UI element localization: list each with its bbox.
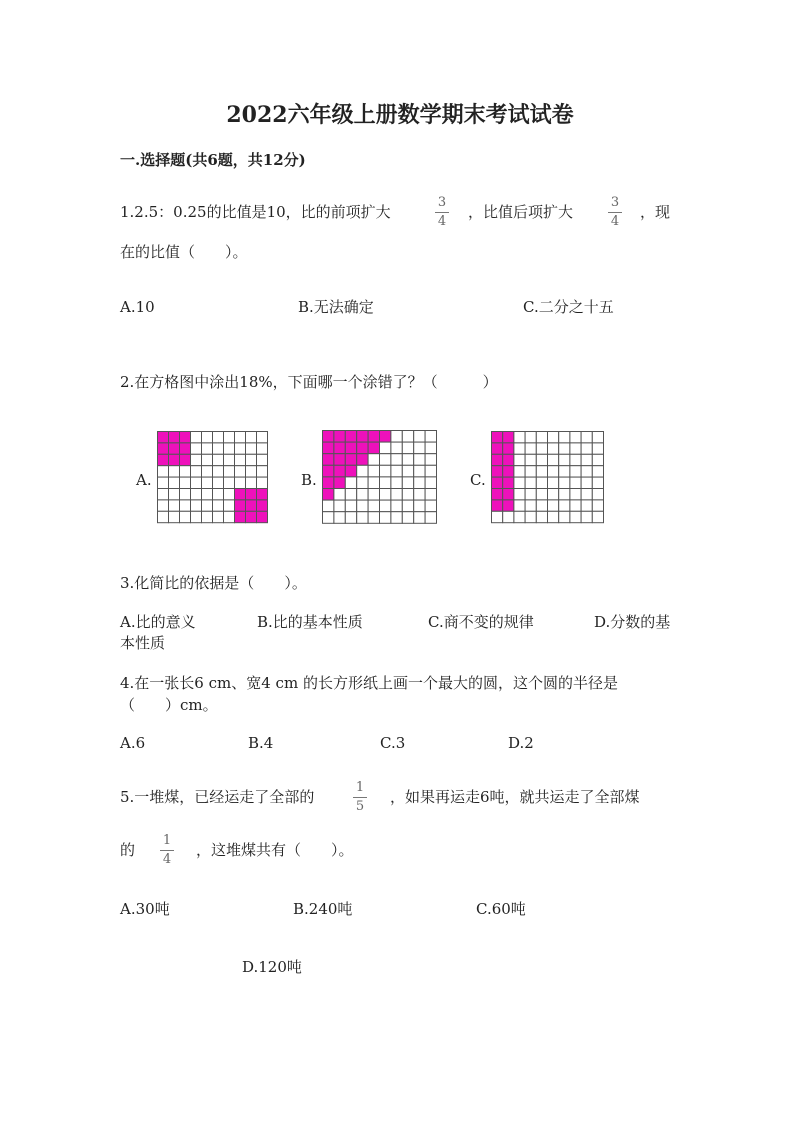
grid-cell	[169, 511, 180, 522]
grid-cell	[169, 432, 180, 443]
grid-cell	[202, 454, 213, 465]
grid-cell	[334, 489, 345, 501]
grid-cell	[158, 443, 169, 454]
q2-label-a[interactable]: A.	[136, 471, 152, 489]
grid-cell	[169, 489, 180, 500]
grid-cell	[536, 477, 547, 488]
grid-cell	[414, 477, 425, 489]
grid-cell	[391, 477, 402, 489]
grid-cell	[559, 466, 570, 477]
grid-cell	[380, 477, 391, 489]
grid-cell	[570, 511, 581, 522]
grid-cell	[525, 511, 536, 522]
grid-cell	[345, 489, 356, 501]
grid-cell	[414, 442, 425, 454]
grid-cell	[570, 466, 581, 477]
q1-option-b[interactable]: B.无法确定	[298, 298, 374, 316]
grid-cell	[380, 465, 391, 477]
grid-cell	[570, 477, 581, 488]
grid-cell	[548, 432, 559, 443]
q1-fraction-1-bar	[435, 212, 449, 213]
grid-cell	[514, 489, 525, 500]
grid-cell	[323, 512, 334, 524]
q1-fraction-2-bar	[608, 212, 622, 213]
grid-cell	[180, 454, 191, 465]
q3-stem: 3.化简比的依据是（ ）。	[120, 574, 307, 592]
grid-cell	[224, 466, 235, 477]
grid-cell	[202, 432, 213, 443]
grid-cell	[202, 500, 213, 511]
grid-cell	[514, 511, 525, 522]
grid-cell	[492, 443, 503, 454]
grid-cell	[548, 443, 559, 454]
grid-cell	[503, 500, 514, 511]
q1-fraction-2-numerator: 3	[610, 195, 620, 210]
q1-fraction-2	[608, 196, 622, 229]
q5-option-a[interactable]: A.30吨	[120, 900, 170, 918]
q4-stem-line-2: （ ）cm。	[120, 696, 218, 714]
grid-cell	[180, 443, 191, 454]
grid-cell	[391, 489, 402, 501]
grid-cell	[592, 500, 603, 511]
q3-option-a[interactable]: A.比的意义	[120, 613, 196, 631]
grid-cell	[592, 466, 603, 477]
grid-cell	[559, 454, 570, 465]
grid-cell	[570, 443, 581, 454]
q1-fraction-1-denominator: 4	[437, 214, 447, 229]
q1-fraction-1	[435, 196, 449, 229]
grid-cell	[402, 489, 413, 501]
grid-cell	[368, 431, 379, 443]
q2-label-c[interactable]: C.	[470, 471, 486, 489]
grid-cell	[425, 477, 436, 489]
grid-cell	[224, 454, 235, 465]
grid-cell	[503, 443, 514, 454]
q5-fraction-1	[353, 781, 367, 814]
grid-cell	[391, 431, 402, 443]
grid-cell	[380, 500, 391, 512]
grid-cell	[548, 466, 559, 477]
grid-cell	[257, 489, 268, 500]
grid-cell	[525, 466, 536, 477]
grid-cell	[257, 466, 268, 477]
grid-cell	[525, 454, 536, 465]
grid-cell	[357, 431, 368, 443]
grid-cell	[191, 443, 202, 454]
grid-cell	[235, 443, 246, 454]
grid-cell	[425, 454, 436, 466]
grid-cell	[334, 477, 345, 489]
q1-option-a[interactable]: A.10	[120, 298, 155, 316]
grid-cell	[224, 477, 235, 488]
grid-cell	[246, 500, 257, 511]
grid-cell	[246, 489, 257, 500]
grid-cell	[380, 442, 391, 454]
grid-cell	[581, 500, 592, 511]
grid-cell	[514, 477, 525, 488]
q5-stem-part-a: 5.一堆煤，已经运走了全部的	[120, 788, 315, 806]
grid-cell	[224, 443, 235, 454]
grid-cell	[536, 466, 547, 477]
grid-cell	[425, 500, 436, 512]
grid-cell	[202, 477, 213, 488]
grid-cell	[323, 442, 334, 454]
grid-cell	[213, 511, 224, 522]
grid-cell	[414, 500, 425, 512]
grid-cell	[391, 500, 402, 512]
grid-cell	[191, 454, 202, 465]
grid-cell	[503, 432, 514, 443]
q1-fraction-2-denominator: 4	[610, 214, 620, 229]
grid-cell	[368, 512, 379, 524]
grid-cell	[224, 489, 235, 500]
grid-cell	[158, 500, 169, 511]
grid-cell	[158, 466, 169, 477]
grid-cell	[548, 511, 559, 522]
grid-cell	[514, 500, 525, 511]
grid-cell	[257, 500, 268, 511]
grid-cell	[492, 432, 503, 443]
grid-cell	[368, 477, 379, 489]
grid-cell	[368, 489, 379, 501]
grid-cell	[191, 500, 202, 511]
grid-cell	[525, 500, 536, 511]
q1-stem-part-d: 在的比值（ ）。	[120, 243, 248, 261]
grid-cell	[581, 454, 592, 465]
grid-cell	[425, 512, 436, 524]
grid-cell	[235, 500, 246, 511]
grid-cell	[169, 443, 180, 454]
grid-cell	[213, 489, 224, 500]
grid-cell	[492, 489, 503, 500]
grid-cell	[592, 489, 603, 500]
grid-cell	[224, 500, 235, 511]
grid-cell	[235, 477, 246, 488]
grid-cell	[503, 511, 514, 522]
grid-cell	[492, 511, 503, 522]
grid-cell	[402, 454, 413, 466]
q1-stem-part-b: ，比值后项扩大	[468, 203, 574, 221]
q3-option-b[interactable]: B.比的基本性质	[257, 613, 363, 631]
grid-cell	[525, 432, 536, 443]
grid-cell	[581, 443, 592, 454]
grid-cell	[402, 431, 413, 443]
q2-grid-b[interactable]	[322, 430, 438, 525]
q5-option-c[interactable]: C.60吨	[476, 900, 526, 918]
grid-cell	[514, 454, 525, 465]
grid-cell	[536, 443, 547, 454]
grid-cell	[592, 477, 603, 488]
grid-cell	[559, 477, 570, 488]
q5-stem-part-c: 的	[120, 841, 136, 859]
grid-cell	[334, 454, 345, 466]
grid-cell	[570, 432, 581, 443]
grid-cell	[368, 465, 379, 477]
grid-cell	[402, 442, 413, 454]
grid-cell	[559, 511, 570, 522]
grid-cell	[368, 442, 379, 454]
grid-cell	[425, 442, 436, 454]
grid-cell	[492, 466, 503, 477]
grid-cell	[414, 431, 425, 443]
grid-cell	[402, 477, 413, 489]
grid-cell	[191, 489, 202, 500]
grid-cell	[191, 477, 202, 488]
grid-cell	[414, 512, 425, 524]
grid-cell	[559, 432, 570, 443]
grid-cell	[246, 443, 257, 454]
grid-cell	[224, 511, 235, 522]
grid-cell	[414, 465, 425, 477]
grid-cell	[492, 477, 503, 488]
grid-cell	[425, 431, 436, 443]
grid-cell	[357, 442, 368, 454]
grid-cell	[525, 443, 536, 454]
grid-cell	[536, 511, 547, 522]
grid-cell	[235, 511, 246, 522]
q1-option-c[interactable]: C.二分之十五	[523, 298, 614, 316]
grid-cell	[334, 512, 345, 524]
q1-fraction-1-numerator: 3	[437, 195, 447, 210]
grid-cell	[380, 431, 391, 443]
grid-cell	[246, 466, 257, 477]
grid-cell	[191, 432, 202, 443]
grid-cell	[257, 443, 268, 454]
grid-cell	[380, 489, 391, 501]
grid-cell	[334, 465, 345, 477]
grid-cell	[235, 489, 246, 500]
q5-stem-part-d: ，这堆煤共有（ ）。	[196, 841, 354, 859]
q3-option-c[interactable]: C.商不变的规律	[428, 613, 534, 631]
q2-label-b[interactable]: B.	[301, 471, 317, 489]
grid-cell	[213, 454, 224, 465]
grid-cell	[368, 500, 379, 512]
q5-fraction-2-numerator: 1	[162, 833, 172, 848]
grid-cell	[180, 500, 191, 511]
grid-cell	[345, 465, 356, 477]
grid-cell	[213, 432, 224, 443]
grid-cell	[213, 466, 224, 477]
grid-cell	[414, 454, 425, 466]
q5-stem-part-b: ，如果再运走6吨，就共运走了全部煤	[390, 788, 640, 806]
grid-cell	[224, 432, 235, 443]
section-heading: 一.选择题(共6题，共12分)	[120, 151, 306, 169]
grid-cell	[257, 511, 268, 522]
q5-option-b[interactable]: B.240吨	[293, 900, 353, 918]
grid-cell	[581, 511, 592, 522]
grid-cell	[380, 512, 391, 524]
grid-cell	[380, 454, 391, 466]
q5-fraction-2-bar	[160, 850, 174, 851]
grid-cell	[402, 465, 413, 477]
grid-cell	[425, 465, 436, 477]
grid-cell	[559, 500, 570, 511]
q4-option-a[interactable]: A.6	[120, 734, 146, 752]
grid-cell	[536, 489, 547, 500]
q4-option-c[interactable]: C.3	[380, 734, 406, 752]
grid-cell	[246, 477, 257, 488]
grid-cell	[357, 500, 368, 512]
grid-cell	[213, 443, 224, 454]
grid-cell	[246, 432, 257, 443]
grid-cell	[235, 432, 246, 443]
grid-cell	[345, 500, 356, 512]
grid-cell	[257, 432, 268, 443]
q2-grid-c[interactable]	[491, 431, 605, 524]
grid-cell	[357, 454, 368, 466]
grid-cell	[402, 500, 413, 512]
grid-cell	[581, 466, 592, 477]
grid-cell	[246, 511, 257, 522]
grid-cell	[191, 466, 202, 477]
q4-option-b[interactable]: B.4	[248, 734, 274, 752]
grid-cell	[391, 512, 402, 524]
grid-cell	[345, 512, 356, 524]
grid-cell	[345, 454, 356, 466]
grid-cell	[592, 511, 603, 522]
grid-cell	[592, 454, 603, 465]
grid-cell	[592, 443, 603, 454]
grid-cell	[202, 489, 213, 500]
grid-cell	[559, 443, 570, 454]
grid-cell	[235, 466, 246, 477]
grid-cell	[503, 466, 514, 477]
grid-cell	[548, 477, 559, 488]
grid-cell	[514, 466, 525, 477]
q1-stem-part-c: ，现	[640, 203, 671, 221]
grid-cell	[391, 442, 402, 454]
grid-cell	[213, 500, 224, 511]
grid-cell	[323, 465, 334, 477]
grid-cell	[357, 489, 368, 501]
grid-cell	[570, 489, 581, 500]
grid-cell	[492, 454, 503, 465]
grid-cell	[169, 466, 180, 477]
grid-cell	[202, 511, 213, 522]
grid-cell	[357, 512, 368, 524]
grid-cell	[323, 431, 334, 443]
grid-cell	[391, 465, 402, 477]
q3-option-d[interactable]: D.分数的基	[594, 613, 671, 631]
grid-cell	[158, 489, 169, 500]
grid-cell	[246, 454, 257, 465]
grid-cell	[323, 489, 334, 501]
q5-option-d[interactable]: D.120吨	[242, 958, 302, 976]
q5-fraction-1-numerator: 1	[355, 780, 365, 795]
grid-cell	[180, 489, 191, 500]
grid-cell	[570, 454, 581, 465]
q4-stem-line-1: 4.在一张长6 cm、宽4 cm 的长方形纸上画一个最大的圆，这个圆的半径是	[120, 674, 618, 692]
grid-cell	[548, 454, 559, 465]
grid-cell	[536, 454, 547, 465]
grid-cell	[158, 511, 169, 522]
q3-option-d-wrap[interactable]: 本性质	[120, 634, 166, 652]
q4-option-d[interactable]: D.2	[508, 734, 534, 752]
grid-cell	[368, 454, 379, 466]
grid-cell	[235, 454, 246, 465]
grid-cell	[581, 477, 592, 488]
grid-cell	[548, 489, 559, 500]
grid-cell	[345, 477, 356, 489]
grid-cell	[536, 432, 547, 443]
grid-cell	[169, 500, 180, 511]
page-title: 2022六年级上册数学期末考试试卷	[226, 102, 574, 128]
q2-stem: 2.在方格图中涂出18%，下面哪一个涂错了？（ ）	[120, 373, 498, 391]
grid-cell	[581, 432, 592, 443]
q5-fraction-2	[160, 834, 174, 867]
grid-cell	[158, 477, 169, 488]
grid-cell	[334, 500, 345, 512]
grid-cell	[536, 500, 547, 511]
grid-cell	[503, 477, 514, 488]
grid-cell	[357, 465, 368, 477]
grid-cell	[402, 512, 413, 524]
grid-cell	[357, 477, 368, 489]
grid-cell	[158, 432, 169, 443]
grid-cell	[581, 489, 592, 500]
grid-cell	[503, 454, 514, 465]
grid-cell	[257, 477, 268, 488]
grid-cell	[323, 500, 334, 512]
grid-cell	[323, 454, 334, 466]
q5-fraction-1-denominator: 5	[355, 799, 365, 814]
grid-cell	[525, 477, 536, 488]
grid-cell	[202, 443, 213, 454]
grid-cell	[213, 477, 224, 488]
q1-stem-part-a: 1.2.5：0.25的比值是10，比的前项扩大	[120, 203, 391, 221]
grid-cell	[169, 477, 180, 488]
grid-cell	[191, 511, 202, 522]
grid-cell	[391, 454, 402, 466]
grid-cell	[503, 489, 514, 500]
grid-cell	[570, 500, 581, 511]
grid-cell	[559, 489, 570, 500]
grid-cell	[492, 500, 503, 511]
grid-cell	[525, 489, 536, 500]
grid-cell	[414, 489, 425, 501]
grid-cell	[180, 466, 191, 477]
grid-cell	[257, 454, 268, 465]
grid-cell	[334, 431, 345, 443]
q5-fraction-2-denominator: 4	[162, 852, 172, 867]
grid-cell	[548, 500, 559, 511]
grid-cell	[180, 511, 191, 522]
grid-cell	[180, 432, 191, 443]
grid-cell	[180, 477, 191, 488]
q2-grid-a[interactable]	[157, 431, 269, 524]
grid-cell	[514, 443, 525, 454]
grid-cell	[345, 431, 356, 443]
grid-cell	[169, 454, 180, 465]
grid-cell	[514, 432, 525, 443]
grid-cell	[425, 489, 436, 501]
grid-cell	[202, 466, 213, 477]
grid-cell	[592, 432, 603, 443]
grid-cell	[158, 454, 169, 465]
grid-cell	[334, 442, 345, 454]
q5-fraction-1-bar	[353, 797, 367, 798]
grid-cell	[323, 477, 334, 489]
grid-cell	[345, 442, 356, 454]
